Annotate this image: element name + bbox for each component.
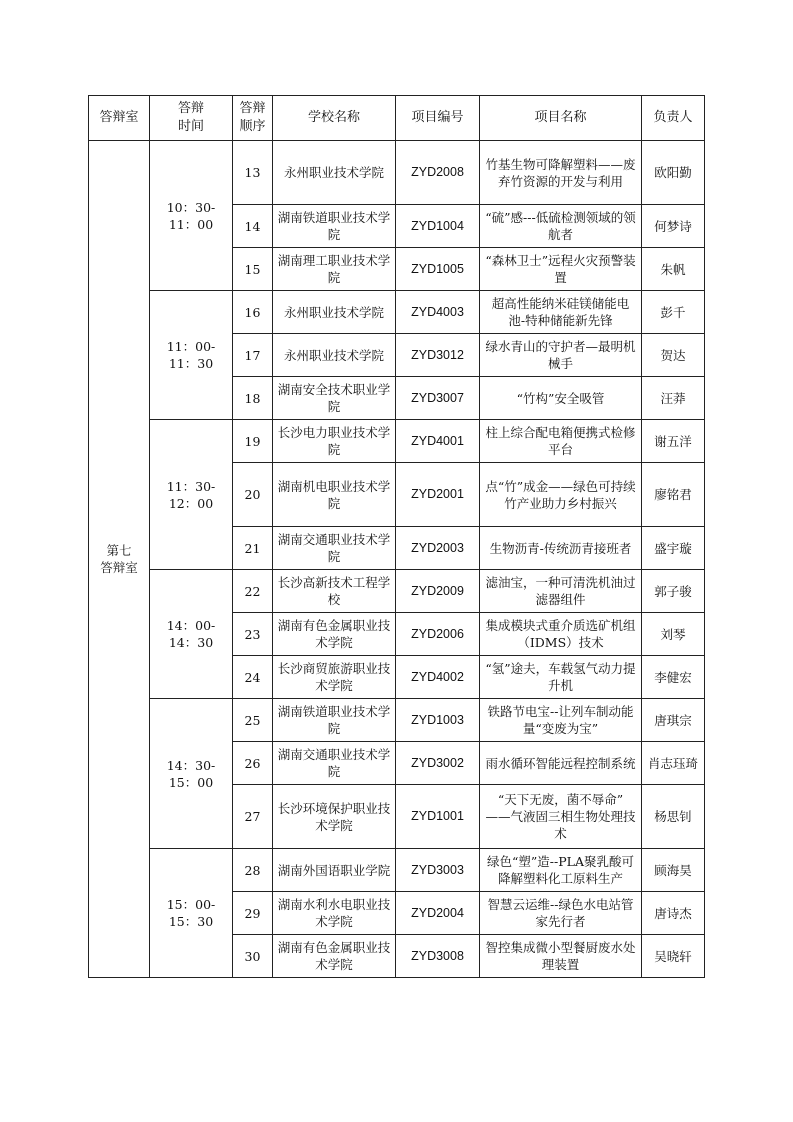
schedule-table [88, 95, 705, 978]
project-name-cell: 滤油宝，一种可清洗机油过滤器组件 [480, 570, 642, 613]
leader-cell: 廖铭君 [642, 463, 705, 527]
school-cell: 湖南外国语职业学院 [273, 849, 396, 892]
project-code-cell: ZYD4003 [396, 291, 480, 334]
column-header: 答辩室 [89, 96, 150, 141]
project-code-cell: ZYD1004 [396, 205, 480, 248]
project-name-cell: “森林卫士”远程火灾预警装置 [480, 248, 642, 291]
school-cell: 湖南有色金属职业技术学院 [273, 935, 396, 978]
project-name-cell: 集成模块式重介质选矿机组（IDMS）技术 [480, 613, 642, 656]
school-cell: 永州职业技术学院 [273, 141, 396, 205]
project-name-cell: 柱上综合配电箱便携式检修平台 [480, 420, 642, 463]
school-cell: 湖南铁道职业技术学院 [273, 205, 396, 248]
order-cell: 22 [233, 570, 273, 613]
school-cell: 长沙电力职业技术学院 [273, 420, 396, 463]
school-cell: 湖南交通职业技术学院 [273, 742, 396, 785]
project-name-cell: 绿水青山的守护者—最明机械手 [480, 334, 642, 377]
project-code-cell: ZYD3012 [396, 334, 480, 377]
leader-cell: 刘琴 [642, 613, 705, 656]
leader-cell: 李健宏 [642, 656, 705, 699]
leader-cell: 唐诗杰 [642, 892, 705, 935]
order-cell: 25 [233, 699, 273, 742]
school-cell: 长沙商贸旅游职业技术学院 [273, 656, 396, 699]
school-cell: 长沙高新技术工程学校 [273, 570, 396, 613]
time-slot-cell: 10：30- 11：00 [150, 141, 233, 291]
time-slot-cell: 14：30- 15：00 [150, 699, 233, 849]
leader-cell: 杨思钊 [642, 785, 705, 849]
table-row [89, 570, 705, 613]
header-row [89, 96, 705, 141]
order-cell: 26 [233, 742, 273, 785]
project-code-cell: ZYD4002 [396, 656, 480, 699]
project-name-cell: “氢”途夫，车载氢气动力提升机 [480, 656, 642, 699]
project-name-cell: “硫”感---低硫检测领域的领航者 [480, 205, 642, 248]
leader-cell: 谢五洋 [642, 420, 705, 463]
time-slot-cell: 11：00- 11：30 [150, 291, 233, 420]
leader-cell: 郭子骏 [642, 570, 705, 613]
order-cell: 19 [233, 420, 273, 463]
project-code-cell: ZYD2001 [396, 463, 480, 527]
project-name-cell: “竹构”安全吸管 [480, 377, 642, 420]
school-cell: 永州职业技术学院 [273, 291, 396, 334]
project-code-cell: ZYD3003 [396, 849, 480, 892]
project-code-cell: ZYD2008 [396, 141, 480, 205]
order-cell: 18 [233, 377, 273, 420]
project-code-cell: ZYD2004 [396, 892, 480, 935]
order-cell: 30 [233, 935, 273, 978]
order-cell: 15 [233, 248, 273, 291]
column-header: 学校名称 [273, 96, 396, 141]
project-code-cell: ZYD2003 [396, 527, 480, 570]
school-cell: 湖南交通职业技术学院 [273, 527, 396, 570]
leader-cell: 何梦诗 [642, 205, 705, 248]
school-cell: 湖南铁道职业技术学院 [273, 699, 396, 742]
project-name-cell: 铁路节电宝--让列车制动能量“变废为宝” [480, 699, 642, 742]
school-cell: 永州职业技术学院 [273, 334, 396, 377]
leader-cell: 顾海昊 [642, 849, 705, 892]
table-row [89, 291, 705, 334]
room-cell: 第七 答辩室 [89, 141, 150, 978]
project-code-cell: ZYD3007 [396, 377, 480, 420]
column-header: 项目名称 [480, 96, 642, 141]
project-name-cell: 点“竹”成金——绿色可持续竹产业助力乡村振兴 [480, 463, 642, 527]
project-code-cell: ZYD2009 [396, 570, 480, 613]
order-cell: 16 [233, 291, 273, 334]
order-cell: 24 [233, 656, 273, 699]
project-code-cell: ZYD4001 [396, 420, 480, 463]
column-header: 答辩 时间 [150, 96, 233, 141]
project-name-cell: 智慧云运维--绿色水电站管家先行者 [480, 892, 642, 935]
project-name-cell: 智控集成微小型餐厨废水处理装置 [480, 935, 642, 978]
school-cell: 湖南水利水电职业技术学院 [273, 892, 396, 935]
order-cell: 20 [233, 463, 273, 527]
project-code-cell: ZYD3002 [396, 742, 480, 785]
project-name-cell: 绿色“塑”造--PLA聚乳酸可降解塑料化工原料生产 [480, 849, 642, 892]
leader-cell: 唐琪宗 [642, 699, 705, 742]
school-cell: 湖南有色金属职业技术学院 [273, 613, 396, 656]
column-header: 项目编号 [396, 96, 480, 141]
leader-cell: 肖志珏琦 [642, 742, 705, 785]
order-cell: 13 [233, 141, 273, 205]
project-name-cell: 竹基生物可降解塑料——废弃竹资源的开发与利用 [480, 141, 642, 205]
time-slot-cell: 14：00- 14：30 [150, 570, 233, 699]
time-slot-cell: 15：00- 15：30 [150, 849, 233, 978]
leader-cell: 彭千 [642, 291, 705, 334]
project-code-cell: ZYD1003 [396, 699, 480, 742]
project-name-cell: “天下无废，菌不辱命” ——气液固三相生物处理技术 [480, 785, 642, 849]
project-code-cell: ZYD3008 [396, 935, 480, 978]
project-name-cell: 雨水循环智能远程控制系统 [480, 742, 642, 785]
time-slot-cell: 11：30- 12：00 [150, 420, 233, 570]
school-cell: 湖南理工职业技术学院 [273, 248, 396, 291]
leader-cell: 贺达 [642, 334, 705, 377]
order-cell: 17 [233, 334, 273, 377]
project-code-cell: ZYD2006 [396, 613, 480, 656]
order-cell: 29 [233, 892, 273, 935]
table-row [89, 141, 705, 205]
leader-cell: 吴晓轩 [642, 935, 705, 978]
project-code-cell: ZYD1005 [396, 248, 480, 291]
table-row [89, 849, 705, 892]
school-cell: 湖南安全技术职业学院 [273, 377, 396, 420]
column-header: 负责人 [642, 96, 705, 141]
table-body [89, 141, 705, 978]
leader-cell: 欧阳勤 [642, 141, 705, 205]
table-row [89, 699, 705, 742]
order-cell: 14 [233, 205, 273, 248]
school-cell: 长沙环境保护职业技术学院 [273, 785, 396, 849]
order-cell: 23 [233, 613, 273, 656]
order-cell: 27 [233, 785, 273, 849]
school-cell: 湖南机电职业技术学院 [273, 463, 396, 527]
order-cell: 21 [233, 527, 273, 570]
project-name-cell: 超高性能纳米硅镁储能电池-特种储能新先锋 [480, 291, 642, 334]
project-name-cell: 生物沥青-传统沥青接班者 [480, 527, 642, 570]
leader-cell: 盛宇璇 [642, 527, 705, 570]
column-header: 答辩 顺序 [233, 96, 273, 141]
order-cell: 28 [233, 849, 273, 892]
project-code-cell: ZYD1001 [396, 785, 480, 849]
leader-cell: 朱帆 [642, 248, 705, 291]
leader-cell: 汪莽 [642, 377, 705, 420]
table-row [89, 420, 705, 463]
